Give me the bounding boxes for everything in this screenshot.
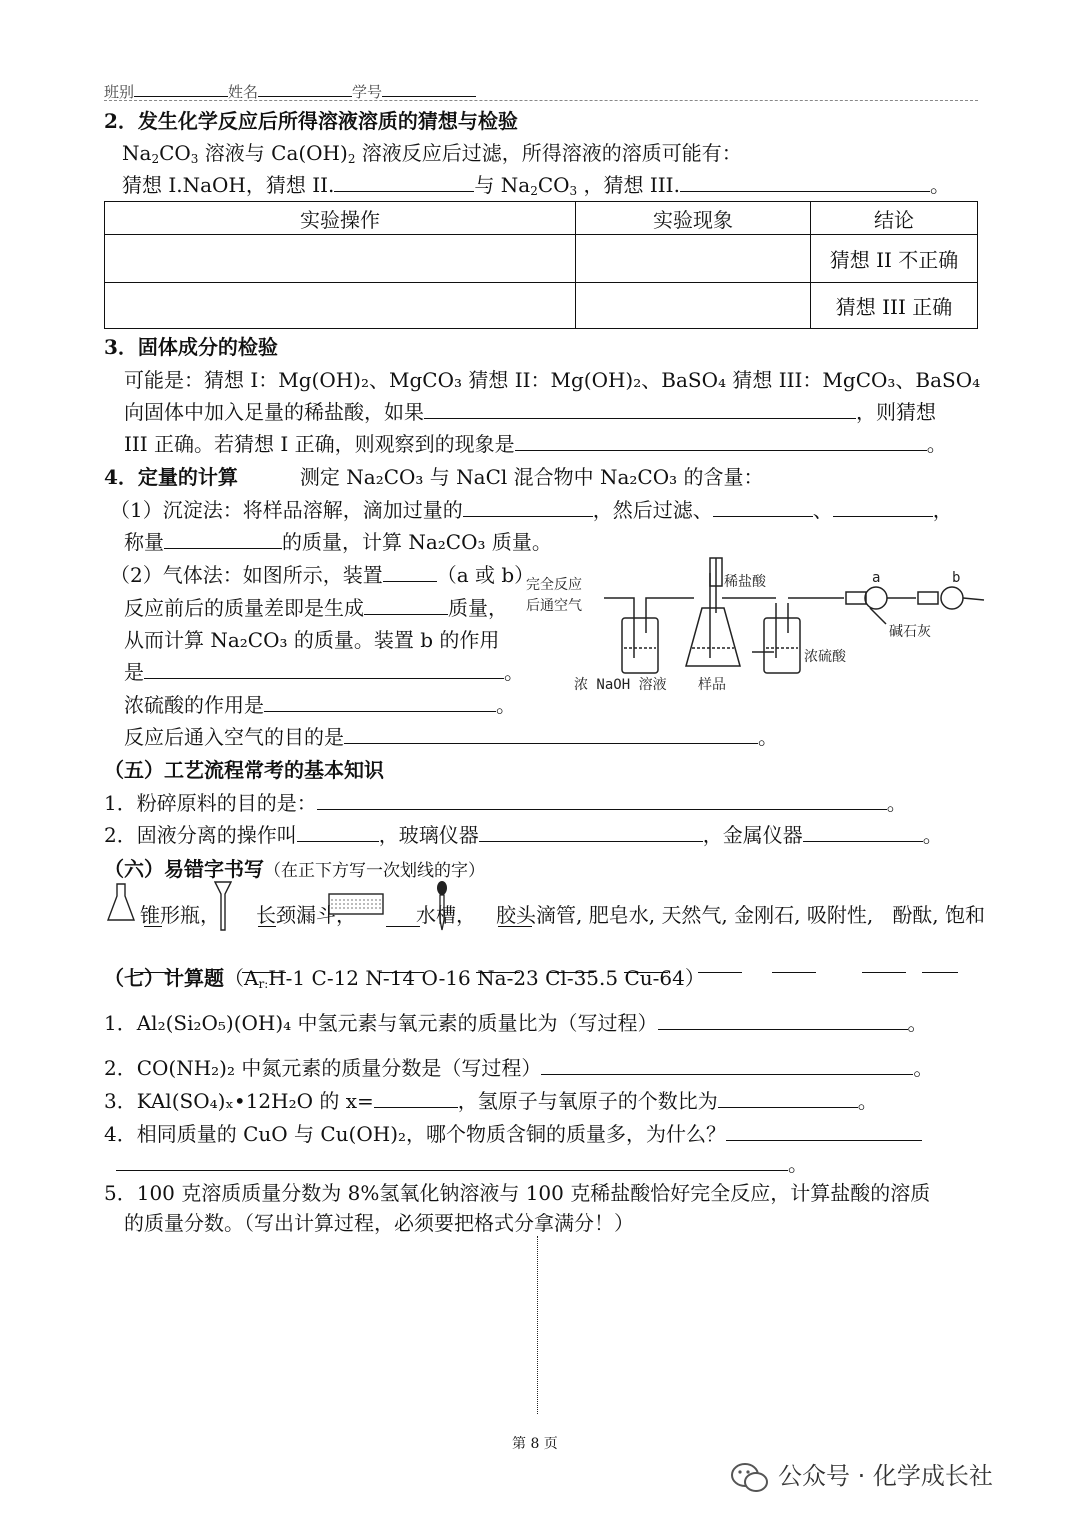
tube-a-end — [846, 592, 866, 604]
label-naoh: 浓 NaOH 溶液 — [574, 677, 667, 693]
s7-title: （七）计算题 — [104, 966, 224, 990]
guess-ii-blank[interactable] — [334, 173, 474, 192]
s3-line1: 可能是：猜想 I：Mg(OH)₂、MgCO₃ 猜想 II：Mg(OH)₂、BaSO₄ 猜想 III：MgCO₃、BaSO₄ — [124, 368, 981, 392]
s7-q1: 1．Al₂(Si₂O₅)(OH)₄ 中氢元素与氧元素的质量比为（写过程） 。 — [104, 1011, 928, 1035]
h2so4-blank[interactable] — [264, 693, 496, 712]
s2-title: 2．发生化学反应后所得溶液溶质的猜想与检验 — [104, 109, 518, 133]
label-air-2: 后通空气 — [526, 598, 582, 614]
dry-blank[interactable] — [833, 498, 933, 517]
s6-note: （在正下方写一次划线的字） — [264, 861, 485, 881]
word-10: 饱和 — [945, 903, 986, 927]
s6-heading — [104, 857, 485, 881]
s4-p2-line1: （2）气体法：如图所示，装置 （a 或 b） — [110, 563, 535, 587]
s3-line2: 向固体中加入足量的稀盐酸，如果 ，则猜想 — [124, 400, 936, 424]
conclusion-cell: 猜想 II 不正确 — [811, 235, 978, 283]
word-7: 金刚石, — [734, 903, 801, 927]
s7-q1-blank[interactable] — [658, 1011, 908, 1030]
s6-title: （六）易错字书写 — [104, 857, 264, 881]
erlenmeyer-icon — [106, 882, 136, 924]
s4-p1-line1: （1）沉淀法：将样品溶解，滴加过量的 ，然后过滤、 、 ， — [110, 498, 953, 522]
id-label: 学号 — [352, 83, 383, 101]
label-lime: 碱石灰 — [889, 624, 931, 640]
word-5: 肥皂水, — [588, 903, 656, 927]
guess-iii-blank[interactable] — [680, 173, 930, 192]
s4-p1-line2: 称量 的质量，计算 Na₂CO₃ 质量。 — [124, 530, 552, 554]
experiment-table — [104, 201, 978, 329]
weigh-blank[interactable] — [164, 530, 282, 549]
write-blank[interactable] — [772, 971, 816, 973]
mark — [386, 926, 420, 927]
wechat-icon — [730, 1461, 770, 1493]
ratio-blank[interactable] — [718, 1089, 858, 1108]
word-6: 天然气, — [661, 903, 728, 927]
class-label: 班别 — [104, 83, 135, 101]
header-divider — [104, 100, 978, 101]
apparatus-diagram — [524, 548, 994, 698]
s3-blank-2[interactable] — [515, 432, 927, 451]
s4-p2-line5: 浓硫酸的作用是 。 — [124, 693, 516, 717]
gas-blank[interactable] — [364, 596, 448, 615]
operation-blank[interactable] — [297, 823, 379, 842]
label-air-1: 完全反应 — [526, 577, 582, 593]
word-8: 吸附性, — [806, 903, 874, 927]
word-3: 水槽， — [416, 903, 476, 927]
s5-q2: 2．固液分离的操作叫 ，玻璃仪器 ，金属仪器 。 — [104, 823, 943, 847]
phenomenon-cell[interactable] — [576, 235, 811, 283]
device-b-blank[interactable] — [144, 660, 504, 679]
s5-q1-blank[interactable] — [317, 791, 887, 810]
label-a: a — [872, 570, 881, 586]
s7-q3: 3．KAl(SO₄)ₓ•12H₂O 的 x= ，氢原子与氧原子的个数比为 。 — [104, 1089, 878, 1113]
s3-line3: III 正确。若猜想 I 正确，则观察到的现象是 。 — [124, 432, 947, 456]
s7-q4-blank-2[interactable] — [116, 1152, 788, 1171]
s7-heading: （七）计算题（$A_{r:}H-1$ C-12 N-14 O-16 Na-23 Cl-35.5 Cu-64） — [104, 966, 705, 991]
table-row — [105, 235, 978, 283]
tube-b-end — [918, 592, 938, 604]
mark — [144, 926, 162, 927]
label-sample: 样品 — [698, 677, 726, 693]
id-blank[interactable] — [382, 78, 476, 97]
conclusion-cell: 猜想 III 正确 — [811, 283, 978, 329]
s2-intro: $Na_2CO_3$ 溶液与 $Ca(OH)_2$ 溶液反应后过滤，所得溶液的溶质可能有： — [122, 141, 742, 166]
s4-title: 4．定量的计算 — [104, 465, 238, 489]
operation-cell[interactable] — [105, 283, 576, 329]
s4-subtitle: 测定 Na₂CO₃ 与 NaCl 混合物中 Na₂CO₃ 的含量： — [299, 465, 764, 489]
write-blank[interactable] — [862, 971, 906, 973]
s4-p2-line2: 反应前后的质量差即是生成 质量， — [124, 596, 508, 620]
s4-p2-line3: 从而计算 Na₂CO₃ 的质量。装置 b 的作用 — [124, 628, 500, 652]
s4-p2-line4: 是 。 — [124, 660, 524, 684]
s4-heading — [104, 465, 764, 489]
air-blank[interactable] — [344, 725, 758, 744]
name-blank[interactable] — [258, 78, 352, 97]
page-number: 第 8 页 — [512, 1436, 558, 1452]
h2so4-bottle — [764, 618, 800, 673]
table-header: 实验现象 — [576, 202, 811, 235]
s5-q1: 1．粉碎原料的目的是： 。 — [104, 791, 907, 815]
word-4: 胶头滴管, — [496, 903, 583, 927]
table-header: 结论 — [811, 202, 978, 235]
s7-q4-line2: 。 — [116, 1152, 808, 1176]
s3-title: 3．固体成分的检验 — [104, 335, 278, 359]
s7-q2: 2．CO(NH₂)₂ 中氮元素的质量分数是（写过程） 。 — [104, 1056, 934, 1080]
phenomenon-cell[interactable] — [576, 283, 811, 329]
word-1: 锥形瓶， — [140, 903, 220, 927]
s4-p2-line6: 反应后通入空气的目的是 。 — [124, 725, 778, 749]
word-2: 长颈漏斗， — [256, 903, 356, 927]
mark — [258, 926, 276, 927]
tube-b-bulb — [941, 587, 963, 609]
s7-q4: 4．相同质量的 CuO 与 Cu(OH)₂，哪个物质含铜的质量多，为什么？ — [104, 1122, 922, 1146]
x-blank[interactable] — [374, 1089, 458, 1108]
s3-blank-1[interactable] — [424, 400, 856, 419]
label-b: b — [952, 570, 961, 586]
operation-cell[interactable] — [105, 235, 576, 283]
s7-q2-blank[interactable] — [541, 1056, 913, 1075]
s6-words — [140, 903, 985, 927]
label-h2so4: 浓硫酸 — [804, 649, 846, 665]
word-9: 酚酞, — [892, 903, 939, 927]
answer-divider — [537, 1236, 538, 1414]
metal-blank[interactable] — [803, 823, 923, 842]
mark — [498, 926, 532, 927]
wash-blank[interactable] — [713, 498, 813, 517]
class-blank[interactable] — [134, 78, 228, 97]
erlenmeyer-flask — [686, 608, 740, 666]
tube-a-bulb — [865, 587, 887, 609]
s5-title: （五）工艺流程常考的基本知识 — [104, 758, 384, 782]
header-fields — [104, 78, 476, 101]
label-acid: 稀盐酸 — [724, 574, 766, 590]
s7-q5-line2: 的质量分数。（写出计算过程，必须要把格式分拿满分！） — [124, 1211, 634, 1235]
device-blank[interactable] — [383, 563, 437, 582]
naoh-bottle — [622, 618, 658, 673]
write-blank[interactable] — [922, 971, 958, 973]
s7-q4-blank[interactable] — [726, 1122, 922, 1141]
name-label: 姓名 — [228, 83, 259, 101]
precipitant-blank[interactable] — [463, 498, 593, 517]
glass-blank[interactable] — [479, 823, 703, 842]
table-header: 实验操作 — [105, 202, 576, 235]
s2-guesses: 猜想 I.NaOH，猜想 II. 与 $Na_2CO_3$ ，猜想 III. 。 — [122, 173, 950, 198]
s7-q5-line1: 5．100 克溶质质量分数为 8%氢氧化钠溶液与 100 克稀盐酸恰好完全反应，计算盐酸的溶质 — [104, 1181, 931, 1205]
table-row — [105, 283, 978, 329]
watermark: 公众号 · 化学成长社 — [778, 1462, 993, 1490]
